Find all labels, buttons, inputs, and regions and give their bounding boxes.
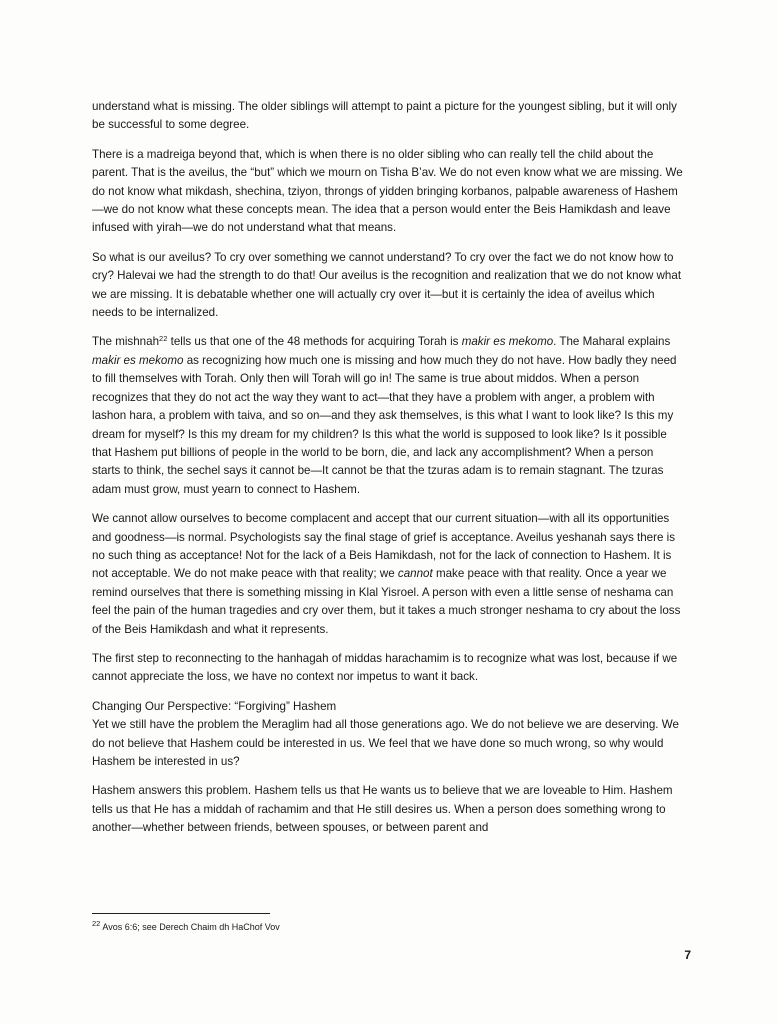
body-text — [92, 98, 684, 849]
footnote-text: Avos 6:6; see Derech Chaim dh HaChof Vov — [100, 922, 280, 932]
emphasis-word: cannot — [397, 567, 433, 581]
paragraph-6: The first step to reconnecting to the hanhagah of middas harachamim is to recognize what was lost, because if we cannot appreciate the loss, we have no context nor impetus to want it back. — [92, 651, 678, 684]
paragraph-8: Hashem answers this problem. Hashem tells us that He wants us to believe that we are loveable to Him. Hashem tells us that He has a middah of rachamim and that He still desires us. When a person does something wrong to another—whether between friends, between spouses, or between parent and — [92, 784, 673, 835]
paragraph-4-part-b: tells us that one of the 48 methods for acquiring Torah is — [167, 335, 462, 349]
paragraph-3: So what is our aveilus? To cry over something we cannot understand? To cry over the fact we do not know how to cry? Halevai we had the strength to do that! Our aveilus is the recognition and realization that we do not know what we are missing. It is debatable whether one will actually cry over it—but it is certainly the idea of aveilus which needs to be internalized. — [92, 250, 682, 320]
paragraph-4 — [92, 333, 684, 499]
section-heading: Changing Our Perspective: “Forgiving” Hashem — [92, 699, 337, 713]
page-number: 7 — [684, 948, 691, 962]
paragraph-4-part-c: . The Maharal explains — [553, 335, 671, 349]
footnote-divider — [92, 913, 270, 914]
paragraph-5-part-b: make peace with that reality. Once a year we remind ourselves that there is something missing in Klal Yisroel. A person with even a little sense of neshama can feel the pain of the human tragedies and cry over them, but it takes a much stronger neshama to cry about the loss of the Beis Hamikdash and what it represents. — [92, 567, 681, 636]
paragraph-1: understand what is missing. The older siblings will attempt to paint a picture for the youngest sibling, but it will only be successful to some degree. — [92, 100, 677, 132]
emphasis-term: makir es mekomo — [92, 353, 184, 367]
paragraph-5 — [92, 510, 684, 639]
paragraph-2: There is a madreiga beyond that, which is when there is no older sibling who can really tell the child about the parent. That is the aveilus, the “but” which we mourn on Tisha B’av. We do not even know what we are missing. We do not know what mikdash, shechina, tziyon, throngs of yidden bringing korbanos, palpable awareness of Hashem—we do not know what these concepts mean. The idea that a person would enter the Beis Hamikdash and leave infused with yirah—we do not understand what that means. — [92, 147, 683, 235]
footnote — [92, 920, 684, 934]
paragraph-5-part-a: We cannot allow ourselves to become complacent and accept that our current situation—with all its opportunities and goodness—is normal. Psychologists say the final stage of grief is acceptance. Aveilus yeshanah says there is no such thing as acceptance! Not for the lack of a Beis Hamikdash, not for the lack of connection to Hashem. It is not acceptable. We do not make peace with that reality; we — [92, 512, 676, 581]
paragraph-7: Yet we still have the problem the Meraglim had all those generations ago. We do not believe we are deserving. We do not believe that Hashem could be interested in us. We feel that we have done so much wrong, so why would Hashem be interested in us? — [92, 718, 679, 768]
footnote-number: 22 — [92, 919, 101, 928]
paragraph-4-part-a: The mishnah — [92, 335, 160, 349]
footnote-reference: 22 — [159, 334, 168, 344]
paragraph-4-part-d: as recognizing how much one is missing and how much they do not have. How badly they need to fill themselves with Torah. Only then will Torah will go in! The same is true about middos. When a person recognizes that they do not act the way they want to act—that they have a problem with anger, a problem with lashon hara, a problem with taiva, and so on—and they ask themselves, is this what I want to look like? Is this my dream for myself? Is this my dream for my children? Is this what the world is supposed to look like? Is it possible that Hashem put billions of people in the world to be born, die, and lack any accomplishment? When a person starts to think, the sechel says it cannot be—It cannot be that the tzuras adam is to remain stagnant. The tzuras adam must grow, must yearn to connect to Hashem. — [92, 353, 677, 496]
emphasis-term: makir es mekomo — [461, 335, 554, 349]
